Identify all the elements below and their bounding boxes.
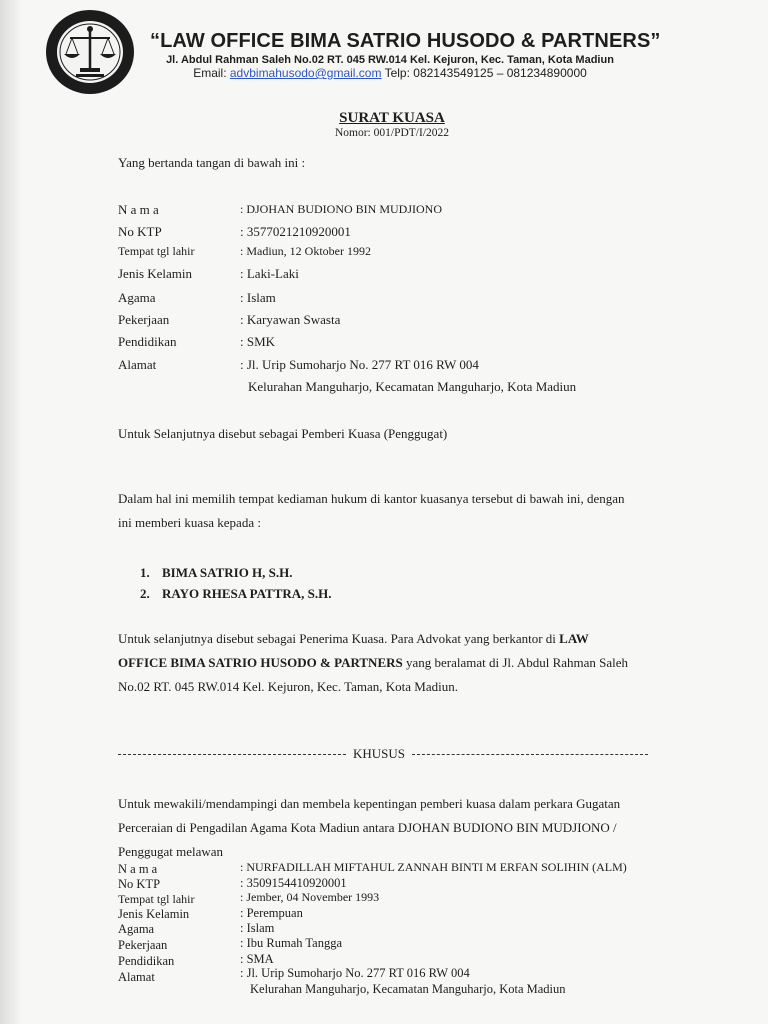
khusus-divider xyxy=(118,746,648,762)
grantor-label-name: N a m a xyxy=(118,202,159,217)
attorney-item-1 xyxy=(140,565,293,581)
khusus-label: KHUSUS xyxy=(352,746,405,761)
grantor-value-education: : SMK xyxy=(240,334,276,349)
law-office-seal-logo xyxy=(44,8,136,96)
recipient-line-1-text: Untuk selanjutnya disebut sebagai Penerima Kuasa. Para Advokat yang berkantor di xyxy=(118,631,560,646)
intro-line: Yang bertanda tangan di bawah ini : xyxy=(118,155,306,170)
purpose-line-2: Perceraian di Pengadilan Agama Kota Madiun antara DJOHAN BUDIONO BIN MUDJIONO / xyxy=(118,820,617,835)
defendant-label-name: N a m a xyxy=(118,862,158,876)
domicile-line-2: ini memberi kuasa kepada : xyxy=(118,515,261,530)
email-label: Email: xyxy=(193,66,227,80)
dashed-rule-right xyxy=(412,754,648,755)
grantor-label-birth: Tempat tgl lahir xyxy=(118,244,195,258)
firm-contact xyxy=(150,66,630,80)
grantor-value-religion: : Islam xyxy=(240,290,276,305)
firm-address: Jl. Abdul Rahman Saleh No.02 RT. 045 RW.014 Kel. Kejuron, Kec. Taman, Kota Madiun xyxy=(166,54,614,66)
defendant-value-religion: : Islam xyxy=(240,921,275,935)
firm-name: “LAW OFFICE BIMA SATRIO HUSODO & PARTNERS” xyxy=(150,30,661,52)
grantor-value-gender: : Laki-Laki xyxy=(240,266,299,281)
defendant-label-ktp: No KTP xyxy=(118,877,161,891)
grantor-value-ktp: : 3577021210920001 xyxy=(240,224,351,239)
document-number: Nomor: 001/PDT/I/2022 xyxy=(334,127,450,139)
scan-edge-shadow xyxy=(0,0,22,1024)
attorney-number: 2. xyxy=(140,586,150,601)
grantor-value-address: : Jl. Urip Sumoharjo No. 277 RT 016 RW 004 xyxy=(240,357,479,372)
defendant-label-gender: Jenis Kelamin xyxy=(118,907,190,921)
domicile-line-1: Dalam hal ini memilih tempat kediaman hukum di kantor kuasanya tersebut di bawah ini, dengan xyxy=(118,491,625,506)
defendant-label-birth: Tempat tgl lahir xyxy=(118,892,195,906)
defendant-value-name: : NURFADILLAH MIFTAHUL ZANNAH BINTI M ERFAN SOLIHIN (ALM) xyxy=(240,860,627,874)
defendant-value-address: : Jl. Urip Sumoharjo No. 277 RT 016 RW 004 xyxy=(240,966,470,980)
defendant-label-religion: Agama xyxy=(118,922,155,936)
grantor-value-occupation: : Karyawan Swasta xyxy=(240,312,341,327)
dashed-rule-left xyxy=(118,754,346,755)
defendant-value-gender: : Perempuan xyxy=(240,906,303,920)
purpose-line-3: Penggugat melawan xyxy=(118,844,224,859)
grantor-value-name: : DJOHAN BUDIONO BIN MUDJIONO xyxy=(240,202,442,216)
recipient-line-1 xyxy=(118,627,648,651)
grantor-label-address: Alamat xyxy=(118,357,157,372)
grantor-label-gender: Jenis Kelamin xyxy=(118,266,193,281)
defendant-label-address: Alamat xyxy=(118,970,155,984)
grantor-role-line: Untuk Selanjutnya disebut sebagai Pemberi Kuasa (Penggugat) xyxy=(118,426,448,441)
email-link[interactable]: advbimahusodo@gmail.com xyxy=(229,66,382,80)
defendant-value-education: : SMA xyxy=(240,952,274,966)
grantor-label-education: Pendidikan xyxy=(118,334,177,349)
recipient-line-2-bold: OFFICE BIMA SATRIO HUSODO & PARTNERS xyxy=(118,655,403,670)
attorney-item-2 xyxy=(140,586,332,602)
attorney-name: RAYO RHESA PATTRA, S.H. xyxy=(162,586,332,601)
defendant-label-occupation: Pekerjaan xyxy=(118,938,168,952)
defendant-value-occupation: : Ibu Rumah Tangga xyxy=(240,936,343,950)
recipient-line-2-text: yang beralamat di Jl. Abdul Rahman Saleh xyxy=(402,655,629,670)
grantor-value-birth: : Madiun, 12 Oktober 1992 xyxy=(240,244,371,258)
domicile-paragraph xyxy=(118,487,648,535)
grantor-label-ktp: No KTP xyxy=(118,224,162,239)
purpose-paragraph xyxy=(118,792,648,864)
defendant-value-birth: : Jember, 04 November 1993 xyxy=(240,890,380,904)
grantor-label-religion: Agama xyxy=(118,290,156,305)
phone-numbers: Telp: 082143549125 – 081234890000 xyxy=(384,66,587,80)
defendant-address-continued: Kelurahan Manguharjo, Kecamatan Manguharjo, Kota Madiun xyxy=(250,982,566,996)
recipient-line-3: No.02 RT. 045 RW.014 Kel. Kejuron, Kec. Taman, Kota Madiun. xyxy=(118,679,458,694)
purpose-line-1: Untuk mewakili/mendampingi dan membela kepentingan pemberi kuasa dalam perkara Gugatan xyxy=(118,796,621,811)
attorney-name: BIMA SATRIO H, S.H. xyxy=(162,565,293,580)
document-title: SURAT KUASA xyxy=(339,110,445,126)
defendant-value-ktp: : 3509154410920001 xyxy=(240,876,347,890)
grantor-address-continued: Kelurahan Manguharjo, Kecamatan Manguharjo, Kota Madiun xyxy=(248,379,577,394)
recipient-line-1-bold: LAW xyxy=(559,631,589,646)
attorney-number: 1. xyxy=(140,565,150,580)
recipient-line-2 xyxy=(118,651,648,675)
recipient-paragraph xyxy=(118,627,648,699)
defendant-label-education: Pendidikan xyxy=(118,954,175,968)
grantor-label-occupation: Pekerjaan xyxy=(118,312,170,327)
